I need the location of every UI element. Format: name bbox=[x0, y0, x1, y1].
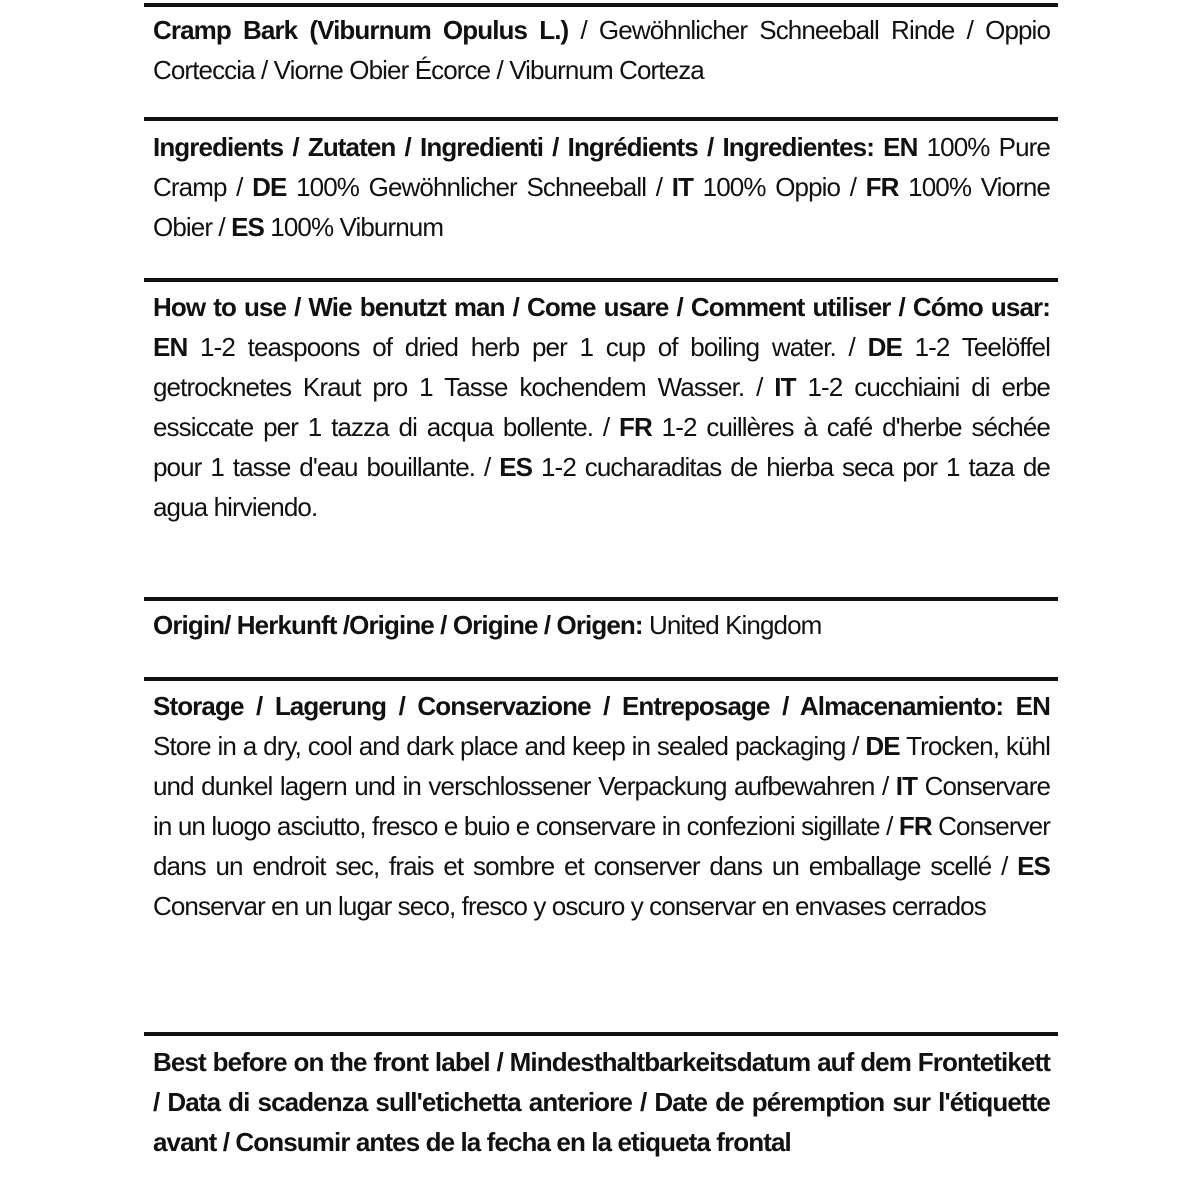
lang-code: ES bbox=[231, 212, 264, 242]
lang-code: IT bbox=[895, 771, 918, 801]
storage-de: Trocken, kühl und dunkel lagern und in verschlossener Verpackung aufbewahren / bbox=[153, 731, 1050, 801]
storage-section bbox=[153, 686, 1050, 926]
lang-code: DE bbox=[865, 731, 900, 761]
how-to-use-es: 1-2 cucharaditas de hierba seca por 1 taza de agua hirviendo. bbox=[153, 452, 1050, 522]
lang-code: ES bbox=[1017, 851, 1050, 881]
lang-code: EN bbox=[153, 332, 188, 362]
section-divider bbox=[144, 597, 1058, 601]
section-divider bbox=[144, 117, 1058, 121]
lang-code: IT bbox=[671, 172, 694, 202]
how-to-use-it: 1-2 cucchiaini di erbe essiccate per 1 tazza di acqua bollente. / bbox=[153, 372, 1050, 442]
storage-en: Store in a dry, cool and dark place and keep in sealed packaging / bbox=[153, 731, 866, 761]
product-title-translations: / Gewöhnlicher Schneeball Rinde / Oppio Corteccia / Viorne Obier Écorce / Viburnum Corteza bbox=[153, 15, 1050, 85]
ingredients-it: 100% Oppio / bbox=[693, 172, 866, 202]
ingredients-es: 100% Viburnum bbox=[263, 212, 444, 242]
ingredients-en: 100% Pure Cramp / bbox=[153, 132, 1050, 202]
ingredients-heading: Ingredients / Zutaten / Ingredienti / Ingrédients / Ingredientes: bbox=[153, 132, 875, 162]
product-title-section bbox=[153, 10, 1050, 90]
product-title-heading: Cramp Bark (Viburnum Opulus L.) bbox=[153, 15, 569, 45]
lang-code: FR bbox=[898, 811, 932, 841]
section-divider bbox=[144, 1032, 1058, 1036]
section-divider bbox=[144, 278, 1058, 282]
lang-code: ES bbox=[499, 452, 533, 482]
best-before-section bbox=[153, 1042, 1050, 1162]
ingredients-fr: 100% Viorne Obier / bbox=[153, 172, 1050, 242]
lang-code: EN bbox=[1015, 691, 1050, 721]
storage-es: Conservar en un lugar seco, fresco y oscuro y conservar en envases cerrados bbox=[153, 891, 986, 921]
how-to-use-de: 1-2 Teelöffel getrocknetes Kraut pro 1 Tasse kochendem Wasser. / bbox=[153, 332, 1050, 402]
lang-code: IT bbox=[774, 372, 796, 402]
ingredients-section bbox=[153, 127, 1050, 247]
ingredients-de: 100% Gewöhnlicher Schneeball / bbox=[286, 172, 672, 202]
lang-code: DE bbox=[252, 172, 287, 202]
top-divider bbox=[144, 3, 1058, 7]
storage-fr: Conserver dans un endroit sec, frais et sombre et conserver dans un emballage scellé / bbox=[153, 811, 1050, 881]
how-to-use-fr: 1-2 cuillères à café d'herbe séchée pour 1 tasse d'eau bouillante. / bbox=[153, 412, 1050, 482]
how-to-use-heading: How to use / Wie benutzt man / Come usare / Comment utiliser / Cómo usar: bbox=[153, 292, 1050, 322]
lang-code: FR bbox=[865, 172, 899, 202]
storage-it: Conservare in un luogo asciutto, fresco e buio e conservare in confezioni sigillate / bbox=[153, 771, 1051, 841]
best-before-heading: Best before on the front label / Mindesthaltbarkeitsdatum auf dem Frontetikett / Data di scadenza sull'etichetta anteriore / Date de péremption sur l'étiquette avant / Consumir antes de la fecha en la etiqueta frontal bbox=[153, 1047, 1050, 1157]
lang-code: EN bbox=[883, 132, 918, 162]
storage-heading: Storage / Lagerung / Conservazione / Entreposage / Almacenamiento: bbox=[153, 691, 1004, 721]
lang-code: FR bbox=[619, 412, 652, 442]
section-divider bbox=[144, 677, 1058, 681]
origin-value: United Kingdom bbox=[642, 610, 822, 640]
how-to-use-section bbox=[153, 287, 1050, 527]
origin-section bbox=[153, 605, 1050, 645]
lang-code: DE bbox=[867, 332, 902, 362]
how-to-use-en: 1-2 teaspoons of dried herb per 1 cup of boiling water. / bbox=[187, 332, 868, 362]
origin-heading: Origin/ Herkunft /Origine / Origine / Origen: bbox=[153, 610, 643, 640]
